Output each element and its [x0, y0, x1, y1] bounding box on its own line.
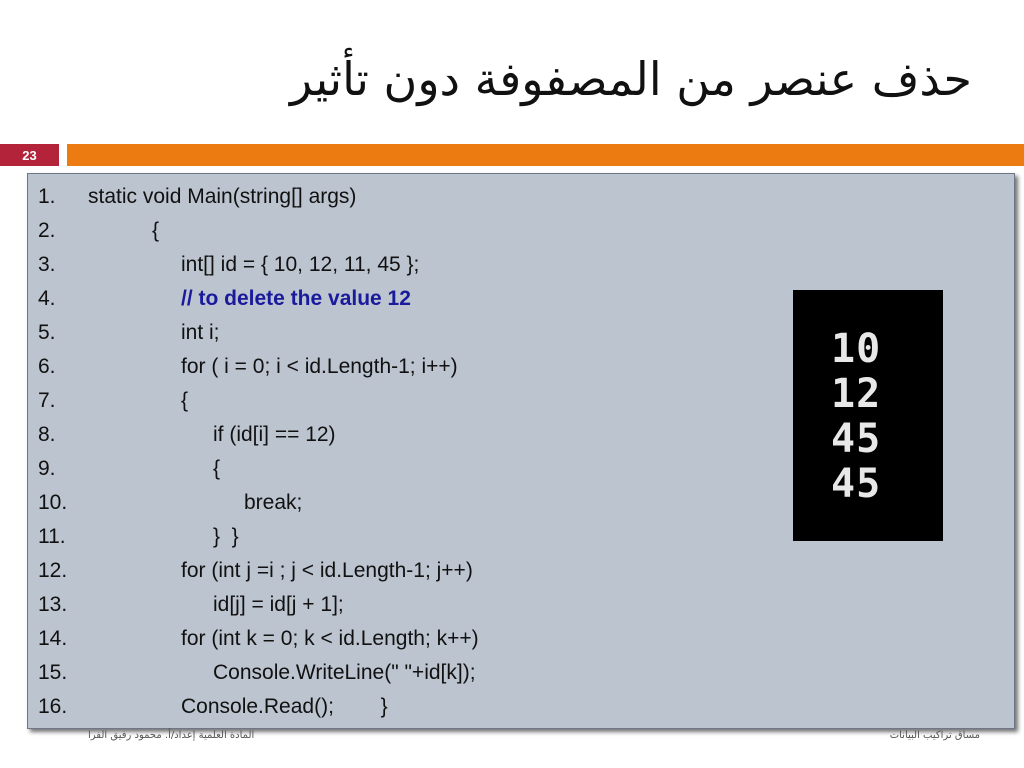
line-number: 10.	[38, 491, 68, 514]
page-number-badge: 23	[0, 144, 59, 166]
code-text: {	[152, 219, 160, 242]
code-text: break;	[244, 491, 303, 514]
line-number: 13.	[38, 593, 68, 616]
console-output-line: 45	[831, 416, 882, 462]
accent-bar	[67, 144, 1024, 166]
code-text: for ( i = 0; i < id.Length-1; i++)	[181, 355, 458, 378]
code-text: {	[181, 389, 189, 412]
line-number: 14.	[38, 627, 68, 650]
line-number: 1.	[38, 185, 56, 208]
code-text: Console.Read(); }	[181, 695, 388, 718]
line-number: 11.	[38, 525, 66, 548]
console-output-line: 12	[831, 371, 882, 417]
line-number: 9.	[38, 457, 56, 480]
line-number: 16.	[38, 695, 68, 718]
line-number: 5.	[38, 321, 56, 344]
code-text: } }	[213, 525, 239, 548]
line-number: 2.	[38, 219, 56, 242]
line-number: 3.	[38, 253, 56, 276]
code-text: id[j] = id[j + 1];	[213, 593, 344, 616]
line-number: 6.	[38, 355, 56, 378]
code-text: for (int j =i ; j < id.Length-1; j++)	[181, 559, 473, 582]
code-text: Console.WriteLine(" "+id[k]);	[213, 661, 476, 684]
code-text: {	[213, 457, 221, 480]
console-output-window	[793, 290, 943, 541]
code-text: int[] id = { 10, 12, 11, 45 };	[181, 253, 420, 276]
line-number: 15.	[38, 661, 68, 684]
code-text: static void Main(string[] args)	[88, 185, 357, 208]
code-comment: // to delete the value 12	[181, 287, 411, 310]
footer-author: المادة العلمية إعداد/أ. محمود رفيق الفرا	[88, 730, 255, 741]
code-text: if (id[i] == 12)	[213, 423, 336, 446]
line-number: 12.	[38, 559, 68, 582]
code-text: for (int k = 0; k < id.Length; k++)	[181, 627, 479, 650]
slide-title: حذف عنصر من المصفوفة دون تأثير	[290, 52, 972, 106]
console-output-line: 45	[831, 461, 882, 507]
line-number: 7.	[38, 389, 56, 412]
console-output-line: 10	[831, 326, 882, 372]
code-text: int i;	[181, 321, 220, 344]
line-number: 8.	[38, 423, 56, 446]
footer-course: مساق تراكيب البيانات	[889, 730, 980, 741]
line-number: 4.	[38, 287, 56, 310]
